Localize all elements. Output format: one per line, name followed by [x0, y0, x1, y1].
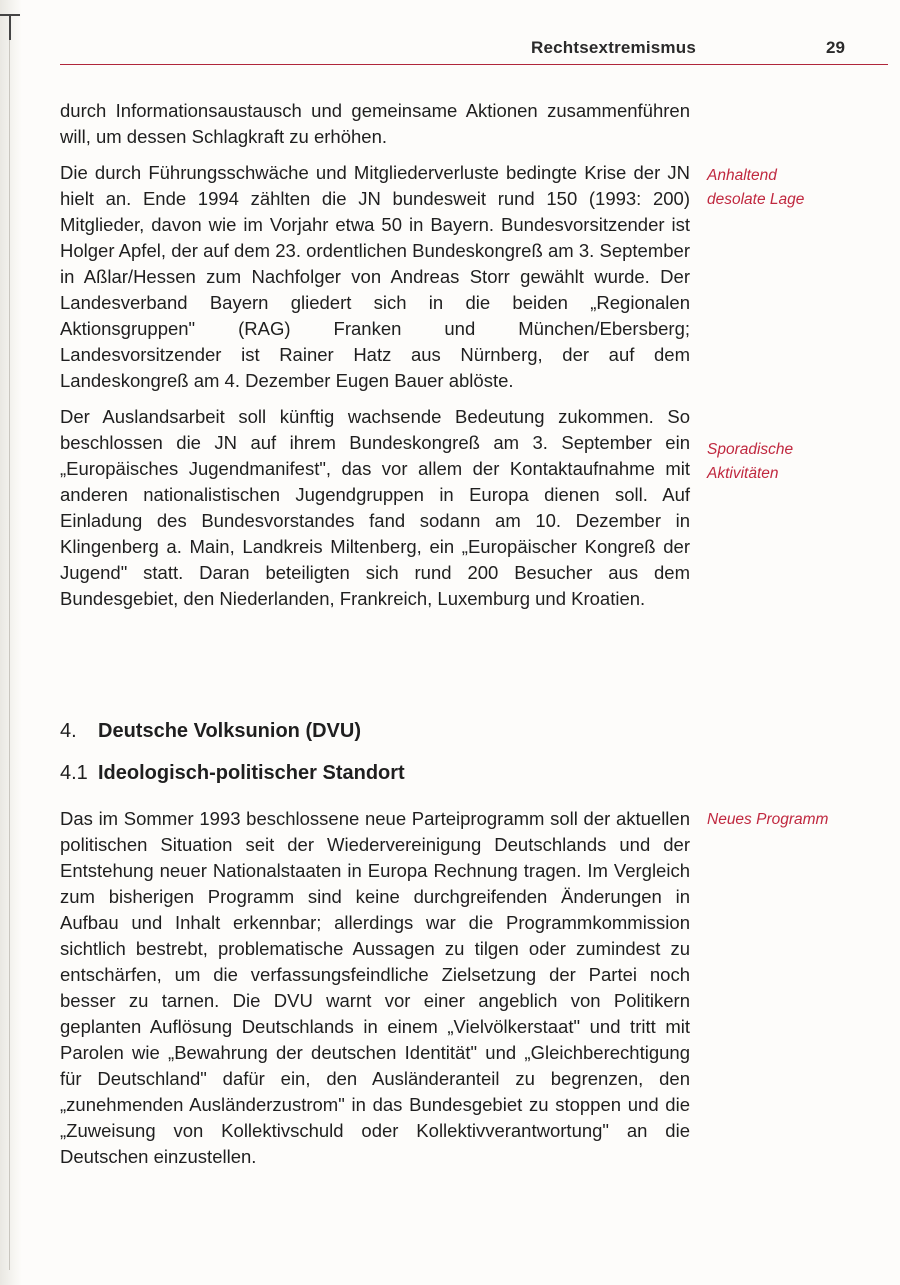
- margin-note-line: Sporadische: [707, 441, 794, 458]
- margin-note-line: Neues Programm: [707, 811, 829, 828]
- paragraph-continuation: durch Informationsaustausch und gemeinsame Aktionen zusammenführen will, um dessen Schlagkraft zu erhöhen.: [60, 100, 690, 147]
- body-text-block-2: [60, 806, 690, 1170]
- paragraph-foreign-work: Der Auslandsarbeit soll künftig wachsende Bedeutung zukommen. So beschlossen die JN auf ihrem Bundeskongreß am 3. September ein „Europäisches Jugendmanifest", das vor allem der Kontaktaufnahme mit anderen nationalistischen Jugendgruppen in Europa dienen soll. Auf Einladung des Bundesvorstandes fand sodann am 10. Dezember in Klingenberg a. Main, Landkreis Miltenberg, ein „Europäischer Kongreß der Jugend" statt. Daran beteiligten sich rund 200 Besucher aus dem Bundesgebiet, den Niederlanden, Frankreich, Luxemburg und Kroatien.: [60, 406, 690, 609]
- body-text-block-1: [60, 98, 690, 612]
- crop-mark-vertical: [9, 14, 11, 40]
- section-heading-4: [60, 720, 361, 743]
- page-gutter: [0, 0, 22, 1285]
- margin-note-line: Aktivitäten: [707, 465, 779, 482]
- paragraph-dvu-program: Das im Sommer 1993 beschlossene neue Parteiprogramm soll der aktuellen politischen Situation seit der Wiedervereinigung Deutschlands und der Entstehung neuer Nationalstaaten in Europa Rechnung tragen. Im Vergleich zum bisherigen Programm sind keine durchgreifenden Änderungen in Aufbau und Inhalt erkennbar; allerdings war die Programmkommission sichtlich bestrebt, problematische Aussagen zu tilgen oder zumindest zu entschärfen, um die verfassungsfeindliche Zielsetzung der Partei noch besser zu tarnen. Die DVU warnt vor einer angeblich von Politikern geplanten Auflösung Deutschlands in einem „Vielvölkerstaat" und tritt mit Parolen wie „Bewahrung der deutschen Identität" und „Gleichberechtigung für Deutschland" dafür ein, den Ausländeranteil zu begrenzen, den „zunehmenden Ausländerzustrom" in das Bundesgebiet zu stoppen und die „Zuweisung von Kollektivschuld oder Kollektivverantwortung" an die Deutschen einzustellen.: [60, 808, 690, 1167]
- section-title: Deutsche Volksunion (DVU): [98, 720, 361, 742]
- section-heading-4-1: [60, 762, 405, 785]
- margin-note-activities: [707, 438, 867, 486]
- subsection-title: Ideologisch-politischer Standort: [98, 762, 405, 784]
- margin-note-desolate: [707, 164, 867, 212]
- header-rule: [60, 64, 888, 65]
- margin-note-program: [707, 808, 867, 832]
- margin-note-line: desolate Lage: [707, 191, 805, 208]
- paragraph-jn-crisis: Die durch Führungsschwäche und Mitgliederverluste bedingte Krise der JN hielt an. Ende 1994 zählten die JN bundesweit rund 150 (1993: 200) Mitglieder, davon wie im Vorjahr etwa 50 in Bayern. Bundesvorsitzender ist Holger Apfel, der auf dem 23. ordentlichen Bundeskongreß am 3. September in Aßlar/Hessen zum Nachfolger von Andreas Storr gewählt wurde. Der Landesverband Bayern gliedert sich in die beiden „Regionalen Aktionsgruppen" (RAG) Franken und München/Ebersberg; Landesvorsitzender ist Rainer Hatz aus Nürnberg, der auf dem Landeskongreß am 4. Dezember Eugen Bauer ablöste.: [60, 162, 690, 391]
- binding-line: [9, 30, 10, 1270]
- subsection-number: 4.1: [60, 762, 88, 784]
- page-number: 29: [826, 38, 845, 57]
- section-number: 4.: [60, 720, 77, 742]
- running-header-title: Rechtsextremismus: [531, 38, 696, 57]
- margin-note-line: Anhaltend: [707, 167, 777, 184]
